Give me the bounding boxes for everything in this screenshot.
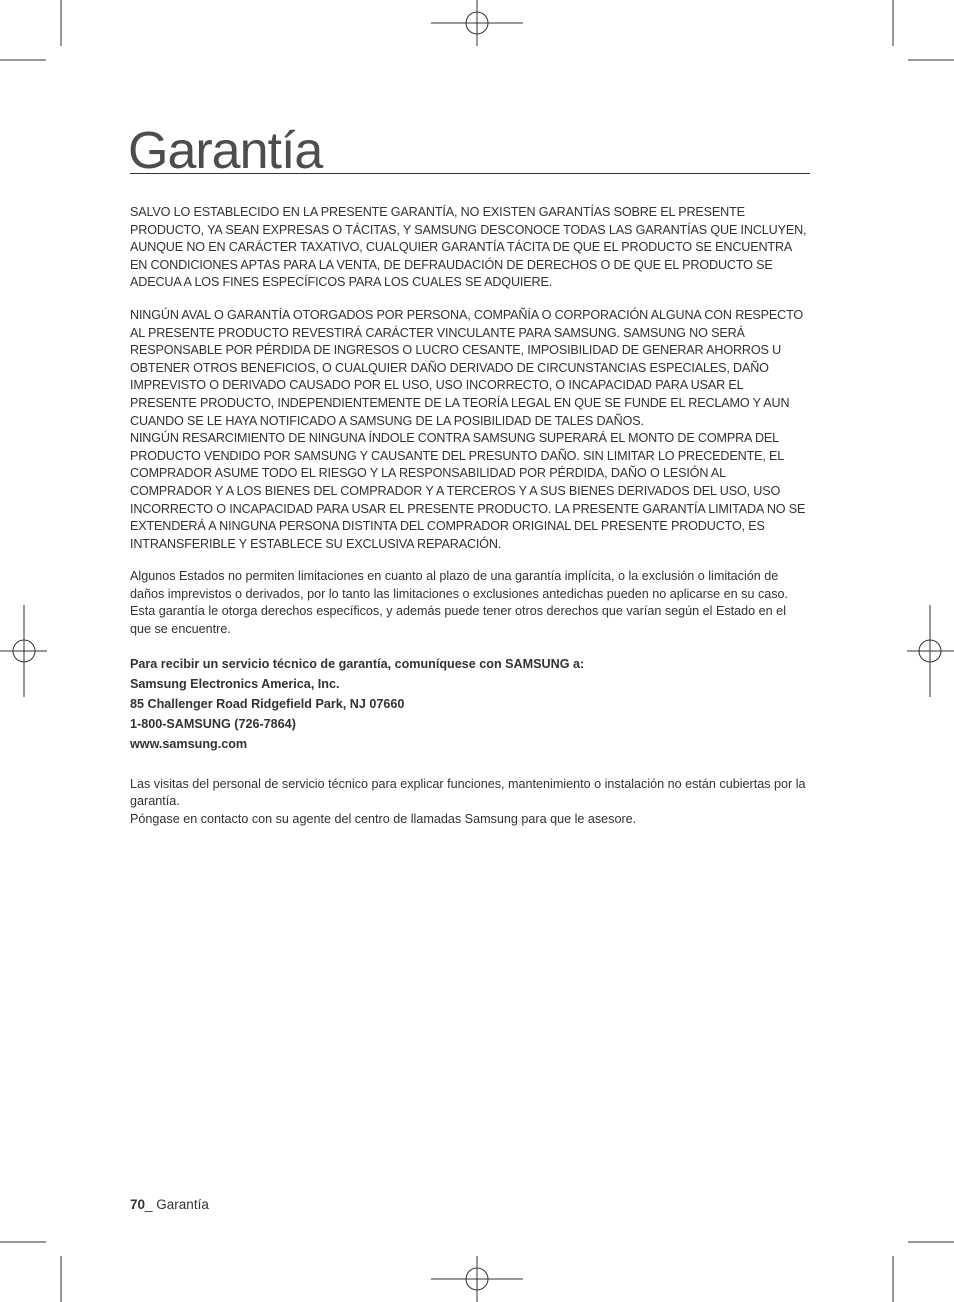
paragraph-liability: NINGÚN AVAL O GARANTÍA OTORGADOS POR PERSONA, COMPAÑÍA O CORPORACIÓN ALGUNA CON RESPECTO AL PRESENTE PRODUCTO REVESTIRÁ CARÁCTER VINCULANTE PARA SAMSUNG. SAMSUNG NO SERÁ RESPONSABLE POR PÉRDIDA DE INGRESOS O LUCRO CESANTE, IMPOSIBILIDAD DE GENERAR AHORROS U OBTENER OTROS BENEFICIOS, O CUALQUIER DAÑO DERIVADO DE CIRCUNSTANCIAS ESPECIALES, DAÑO IMPREVISTO O DERIVADO CAUSADO POR EL USO, USO INCORRECTO, O INCAPACIDAD PARA USAR EL PRESENTE PRODUCTO, INDEPENDIENTEMENTE DE LA TEORÍA LEGAL EN QUE SE FUNDE EL RECLAMO Y AUN CUANDO SE LE HAYA NOTIFICADO A SAMSUNG DE LA POSIBILIDAD DE TALES DAÑOS.	[130, 307, 804, 428]
contact-company: Samsung Electronics America, Inc.	[130, 676, 340, 691]
notes-block	[130, 776, 810, 829]
page-title: Garantía	[128, 122, 323, 180]
paragraph-remedy: NINGÚN RESARCIMIENTO DE NINGUNA ÍNDOLE CONTRA SAMSUNG SUPERARÁ EL MONTO DE COMPRA DEL PRODUCTO VENDIDO POR SAMSUNG Y CAUSANTE DEL PRESUNTO DAÑO. SIN LIMITAR LO PRECEDENTE, EL COMPRADOR ASUME TODO EL RIESGO Y LA RESPONSABILIDAD POR PÉRDIDA, DAÑO O LESIÓN AL COMPRADOR Y A LOS BIENES DEL COMPRADOR Y A TERCEROS Y A SUS BIENES DERIVADOS DEL USO, USO INCORRECTO O INCAPACIDAD PARA USAR EL PRESENTE PRODUCTO. LA PRESENTE GARANTÍA LIMITADA NO SE EXTENDERÁ A NINGUNA PERSONA DISTINTA DEL COMPRADOR ORIGINAL DEL PRESENTE PRODUCTO, ES INTRANSFERIBLE Y ESTABLECE SU EXCLUSIVA REPARACIÓN.	[130, 431, 806, 551]
page-number: 70	[130, 1197, 146, 1212]
paragraph-state-rights: Algunos Estados no permiten limitaciones en cuanto al plazo de una garantía implícita, o la exclusión o limitación de daños imprevistos o derivados, por lo tanto las limitaciones o exclusiones antedichas pueden no aplicarse en su caso. Esta garantía le otorga derechos específicos, y además puede tener otros derechos que varían según el Estado en el que se encuentre.	[130, 569, 789, 637]
contact-phone: 1-800-SAMSUNG (726-7864)	[130, 716, 296, 731]
contact-block	[130, 654, 810, 754]
warranty-content	[130, 204, 810, 828]
paragraph-disclaimer: SALVO LO ESTABLECIDO EN LA PRESENTE GARANTÍA, NO EXISTEN GARANTÍAS SOBRE EL PRESENTE PRODUCTO, YA SEAN EXPRESAS O TÁCITAS, Y SAMSUNG DESCONOCE TODAS LAS GARANTÍAS QUE INCLUYEN, AUNQUE NO EN CARÁCTER TAXATIVO, CUALQUIER GARANTÍA TÁCITA DE QUE EL PRODUCTO SE ENCUENTRA EN CONDICIONES APTAS PARA LA VENTA, DE DEFRAUDACIÓN DE DERECHOS O DE QUE EL PRODUCTO SE ADECUA A LOS FINES ESPECÍFICOS PARA LOS CUALES SE ADQUIERE.	[130, 205, 807, 290]
title-row	[128, 118, 810, 180]
footer-separator: _	[145, 1197, 157, 1212]
contact-address: 85 Challenger Road Ridgefield Park, NJ 07660	[130, 696, 405, 711]
contact-website: www.samsung.com	[130, 736, 248, 751]
note-call-center: Póngase en contacto con su agente del centro de llamadas Samsung para que le asesore.	[130, 811, 637, 826]
footer-section: Garantía	[156, 1197, 209, 1212]
note-service-visits: Las visitas del personal de servicio técnico para explicar funciones, mantenimiento o instalación no están cubiertas por la garantía.	[130, 776, 806, 809]
page-footer	[130, 1197, 209, 1212]
contact-heading: Para recibir un servicio técnico de garantía, comuníquese con SAMSUNG a:	[130, 656, 585, 671]
